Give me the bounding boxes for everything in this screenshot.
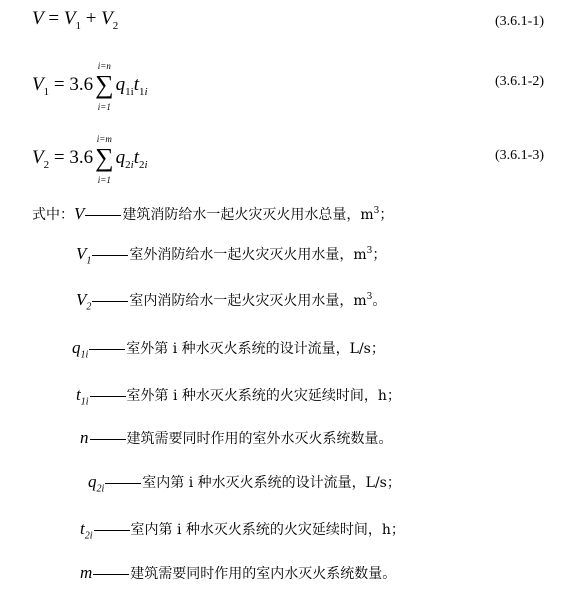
- definition-item: $V_2$ 室内消防给水一起火灾灭火用水量，$m^3$。: [76, 290, 387, 313]
- definition-item: 式中：V 建筑消防给水一起火灾灭火用水总量，$m^3$；: [32, 204, 394, 223]
- summation-symbol: ∑ i=m i=1: [95, 134, 114, 185]
- equation-total-volume: $V = V_1 + V_2$: [32, 8, 119, 32]
- definition-item: $V_1$ 室外消防给水一起火灾灭火用水量，$m^3$；: [76, 244, 387, 267]
- summation-symbol: ∑ i=n i=1: [95, 61, 114, 112]
- equation-indoor-volume: $V_2 = 3.6\sum$ i=m i=1 $q_{2i}t_{2i}$: [32, 134, 148, 185]
- equation-number: (3.6.1-3): [495, 148, 544, 163]
- coefficient: 3.6: [69, 74, 94, 95]
- sum-lower-limit: i=1: [97, 102, 111, 112]
- coefficient: 3.6: [69, 147, 94, 168]
- sum-upper-limit: i=n: [97, 61, 111, 71]
- equation-outdoor-volume: $V_1 = 3.6\sum$ i=n i=1 $q_{1i}t_{1i}$: [32, 61, 148, 112]
- definition-item: m 建筑需要同时作用的室内水灭火系统数量。: [80, 563, 397, 582]
- equation-number: (3.6.1-1): [495, 14, 544, 29]
- definition-item: n 建筑需要同时作用的室外水灭火系统数量。: [80, 428, 393, 447]
- definitions-intro: 式中：: [32, 207, 74, 223]
- definition-item: $q_{1i}$ 室外第 i 种水灭火系统的设计流量，L/s；: [72, 338, 385, 361]
- equation-number: (3.6.1-2): [495, 74, 544, 89]
- definition-item: $q_{2i}$ 室内第 i 种水灭火系统的设计流量，L/s；: [88, 472, 401, 495]
- sum-upper-limit: i=m: [96, 134, 112, 144]
- sum-lower-limit: i=1: [97, 175, 111, 185]
- definition-item: $t_{1i}$ 室外第 i 种水灭火系统的火灾延续时间，h；: [76, 385, 401, 408]
- definition-item: $t_{2i}$ 室内第 i 种水灭火系统的火灾延续时间，h；: [80, 519, 405, 542]
